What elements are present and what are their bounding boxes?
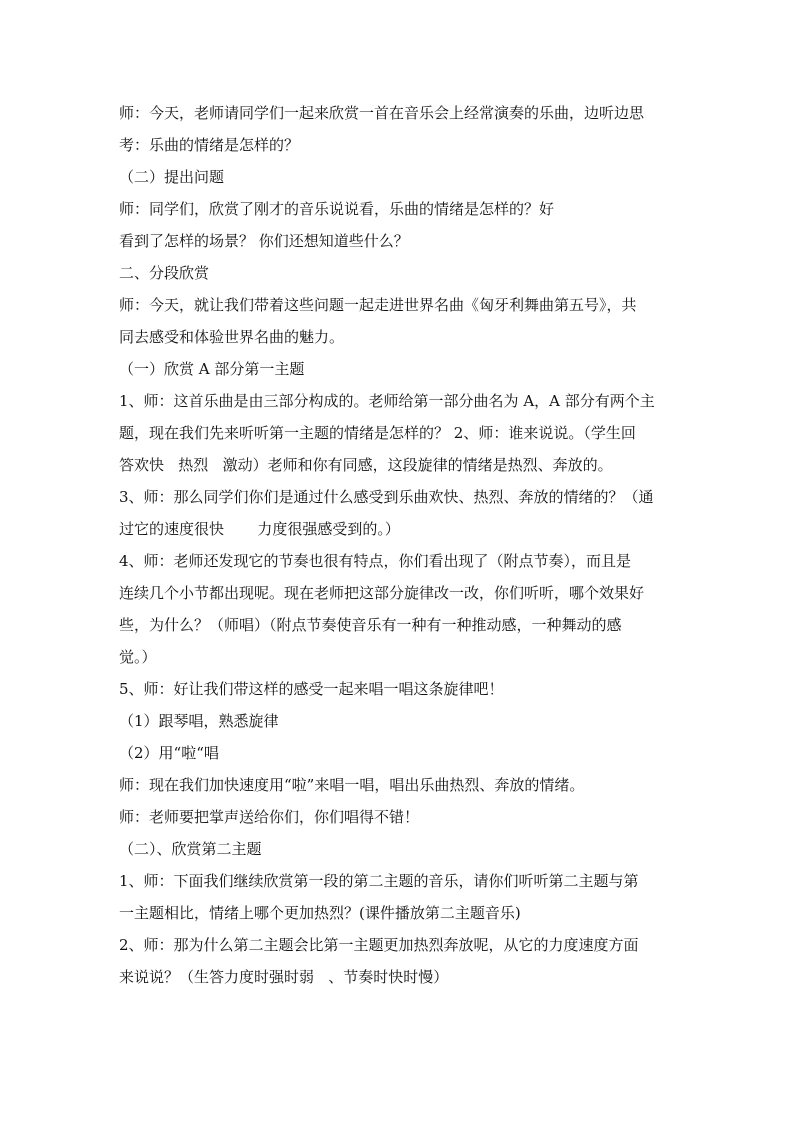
text-line: 1、师：下面我们继续欣赏第一段的第二主题的音乐，请你们听听第二主题与第 xyxy=(119,872,639,890)
document-body xyxy=(119,97,679,993)
text-line: （1）跟琴唱，熟悉旋律 xyxy=(119,712,279,730)
text-line: 考：乐曲的情绪是怎样的？ xyxy=(119,136,300,154)
text-line: 同去感受和体验世界名曲的魅力。 xyxy=(119,328,345,346)
text-line: 觉。） xyxy=(119,648,157,666)
text-line: 答欢快 热烈 激动）老师和你有同感，这段旋律的情绪是热烈、奔放的。 xyxy=(119,456,613,474)
text-line: 师：今天，就让我们带着这些问题一起走进世界名曲《匈牙利舞曲第五号》，共 xyxy=(119,296,637,314)
text-line: 一主题相比，情绪上哪个更加热烈？(课件播放第二主题音乐) xyxy=(119,904,521,922)
text-line: 1、师：这首乐曲是由三部分构成的。老师给第一部分曲名为 A，A 部分有两个主 xyxy=(119,392,655,410)
text-line: 看到了怎样的场景？ 你们还想知道些什么？ xyxy=(119,232,409,250)
section-heading: （一）欣赏 A 部分第一主题 xyxy=(119,360,305,378)
text-line: 5、师：好让我们带这样的感受一起来唱一唱这条旋律吧！ xyxy=(119,680,504,698)
text-line: 师：同学们，欣赏了刚才的音乐说说看，乐曲的情绪是怎样的？好 xyxy=(119,200,555,218)
text-line: 师：现在我们加快速度用“啦”来唱一唱，唱出乐曲热烈、奔放的情绪。 xyxy=(119,776,585,794)
text-line: 3、师：那么同学们你们是通过什么感受到乐曲欢快、热烈、奔放的情绪的？（通 xyxy=(119,488,654,506)
text-line: 师：今天，老师请同学们一起来欣赏一首在音乐会上经常演奏的乐曲，边听边思 xyxy=(119,104,645,122)
text-line: 师：老师要把掌声送给你们，你们唱得不错！ xyxy=(119,808,420,826)
text-line: 题，现在我们先来听听第一主题的情绪是怎样的？ 2、师：谁来说说。（学生回 xyxy=(119,424,636,442)
section-heading: （二）提出问题 xyxy=(119,168,225,186)
text-line: 过它的速度很快 力度很强感受到的。） xyxy=(119,520,400,538)
text-line: 4、师：老师还发现它的节奏也很有特点，你们看出现了（附点节奏），而且是 xyxy=(119,552,632,570)
text-line: 些，为什么？（师唱）（附点节奏使音乐有一种有一种推动感，一种舞动的感 xyxy=(119,616,622,634)
text-line: （2）用“啦“唱 xyxy=(119,744,219,762)
text-line: 2、师：那为什么第二主题会比第一主题更加热烈奔放呢，从它的力度速度方面 xyxy=(119,936,639,954)
text-line: 连续几个小节都出现呢。现在老师把这部分旋律改一改，你们听听，哪个效果好 xyxy=(119,584,645,602)
section-heading: 二、分段欣赏 xyxy=(119,264,210,282)
section-heading: （二）、欣赏第二主题 xyxy=(119,840,262,858)
text-line: 来说说？（生答力度时强时弱 、节奏时快时慢） xyxy=(119,968,449,986)
